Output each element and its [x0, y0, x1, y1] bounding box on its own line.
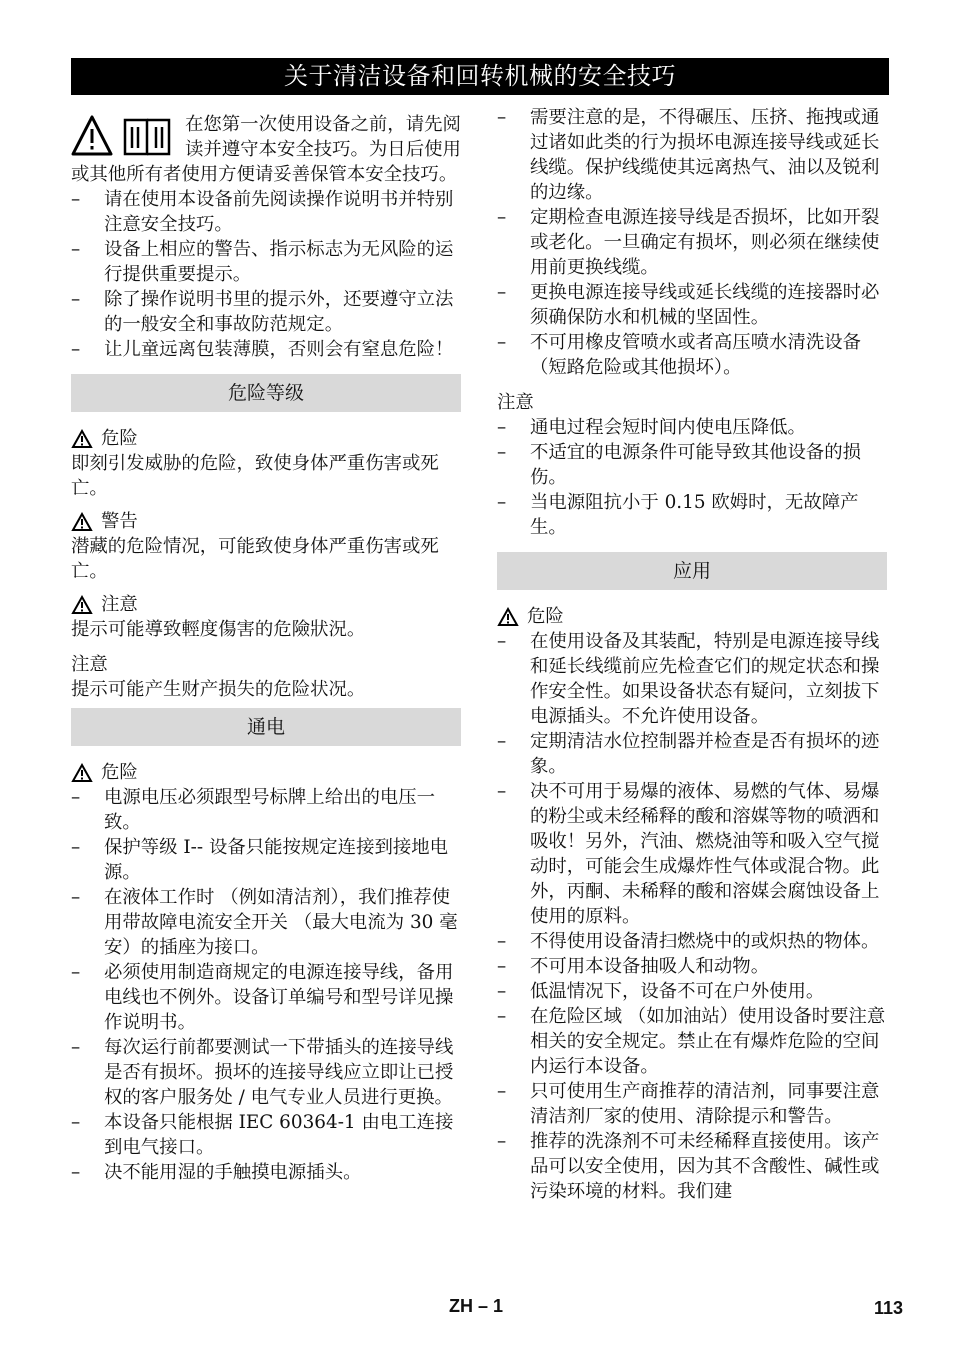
list-item: – 定期检查电源连接导线是否损坏，比如开裂或老化。一旦确定有损坏，则必须在继续使用前更换线缆。	[497, 207, 880, 278]
warning-label: 警告	[71, 509, 461, 534]
intro-text: 在您第一次使用设备之前，请先阅读并遵守本安全技巧。为日后使用或其他所有者使用方便请妥善保管本安全技巧。	[71, 114, 461, 185]
list-item: – 电源电压必须跟型号标牌上给出的电压一致。	[71, 787, 436, 833]
power-danger-label: 危险	[71, 760, 461, 785]
note-label: 注意	[71, 654, 108, 675]
list-item: – 在液体工作时 （例如清洁剂），我们推荐使用带故障电流安全开关 （最大电流为 30 毫安）的插座为接口。	[71, 887, 458, 958]
footer-page-ref: – 1	[478, 1296, 504, 1316]
list-item: – 不可用本设备抽吸人和动物。	[497, 956, 770, 977]
list-item: – 不可用橡皮管喷水或者高压喷水清洗设备 （短路危险或其他损坏）。	[497, 332, 862, 378]
application-danger-label: 危险	[497, 604, 887, 629]
note-text: 提示可能产生财产损失的危险状况。	[71, 679, 366, 700]
warning-triangle-icon	[497, 607, 519, 627]
power-list-continued	[497, 105, 887, 380]
list-item: – 决不可用于易爆的液体、易燃的气体、易爆的粉尘或未经稀释的酸和溶媒等物的喷洒和吸收！另外，汽油、燃烧油等和吸入空气搅动时，可能会生成爆炸性气体或混合物。此外，丙酮、未稀释的酸和溶媒会腐蚀设备上使用的原料。	[497, 781, 880, 927]
list-item: – 不适宜的电源条件可能导致其他设备的损伤。	[497, 442, 862, 488]
intro-block	[71, 112, 461, 187]
right-column	[497, 105, 887, 1204]
warning-triangle-icon	[71, 429, 93, 449]
list-item: – 在危险区域 （如加油站）使用设备时要注意相关的安全规定。禁止在有爆炸危险的空间内运行本设备。	[497, 1006, 886, 1077]
list-item: – 只可使用生产商推荐的清洁剂，同事要注意清洁剂厂家的使用、清除提示和警告。	[497, 1081, 880, 1127]
danger-label: 危险	[71, 426, 461, 451]
section-heading-power: 通电	[71, 708, 461, 746]
list-item: – 本设备只能根据 IEC 60364-1 由电工连接到电气接口。	[71, 1112, 454, 1158]
danger-text: 即刻引发威胁的危险，致使身体严重伤害或死亡。	[71, 453, 439, 499]
warning-triangle-icon	[73, 117, 111, 154]
list-item: – 在使用设备及其装配，特别是电源连接导线和延长线缆前应先检查它们的规定状态和操作安全性。如果设备状态有疑问，立刻拔下电源插头。不允许使用设备。	[497, 631, 880, 727]
list-item: – 定期清洁水位控制器并检查是否有损坏的迹象。	[497, 731, 880, 777]
power-list	[71, 785, 461, 1185]
list-item: – 当电源阻抗小于 0.15 欧姆时，无故障产生。	[497, 492, 859, 538]
caution-label: 注意	[71, 592, 461, 617]
list-item: – 除了操作说明书里的提示外，还要遵守立法的一般安全和事故防范规定。	[71, 289, 454, 335]
warning-triangle-icon	[71, 595, 93, 615]
list-item: – 通电过程会短时间内使电压降低。	[497, 417, 806, 438]
note2-list	[497, 415, 887, 540]
list-item: – 不得使用设备清扫燃烧中的或炽热的物体。	[497, 931, 880, 952]
list-item: – 必须使用制造商规定的电源连接导线，备用电线也不例外。设备订单编号和型号详见操作说明书。	[71, 962, 454, 1033]
list-item: – 请在使用本设备前先阅读操作说明书并特别注意安全技巧。	[71, 189, 454, 235]
list-item: – 每次运行前都要测试一下带插头的连接导线是否有损坏。损坏的连接导线应立即让已授权的客户服务处 / 电气专业人员进行更换。	[71, 1037, 454, 1108]
list-item: – 推荐的洗涤剂不可未经稀释直接使用。该产品可以安全使用，因为其不含酸性、碱性或污染环境的材料。我们建	[497, 1131, 880, 1202]
list-item: – 决不能用湿的手触摸电源插头。	[71, 1162, 362, 1183]
intro-icons	[71, 114, 175, 158]
list-item: – 让儿童远离包装薄膜，否则会有窒息危险！	[71, 339, 454, 360]
list-item: – 需要注意的是，不得碾压、压挤、拖拽或通过诸如此类的行为损坏电源连接导线或延长线缆。保护线缆使其远离热气、油以及锐利的边缘。	[497, 107, 880, 203]
page-title: 关于清洁设备和回转机械的安全技巧	[71, 58, 889, 95]
list-item: – 保护等级 I-- 设备只能按规定连接到接地电源。	[71, 837, 449, 883]
intro-list	[71, 187, 461, 362]
caution-text: 提示可能導致輕度傷害的危險狀況。	[71, 619, 366, 640]
list-item: – 低温情况下，设备不可在户外使用。	[497, 981, 825, 1002]
manual-book-icon	[125, 120, 169, 154]
application-list	[497, 629, 887, 1204]
warning-triangle-icon	[71, 512, 93, 532]
warning-triangle-icon	[71, 763, 93, 783]
page-number: 113	[874, 1298, 904, 1318]
note2-label: 注意	[497, 392, 534, 413]
section-heading-application: 应用	[497, 552, 887, 590]
warning-text: 潜藏的危险情况，可能致使身体严重伤害或死亡。	[71, 536, 439, 582]
list-item: – 设备上相应的警告、指示标志为无风险的运行提供重要提示。	[71, 239, 454, 285]
section-heading-danger-levels: 危险等级	[71, 374, 461, 412]
list-item: – 更换电源连接导线或延长线缆的连接器时必须确保防水和机械的坚固性。	[497, 282, 880, 328]
footer-language: ZH – 1	[449, 1296, 504, 1316]
left-column	[71, 112, 461, 1185]
